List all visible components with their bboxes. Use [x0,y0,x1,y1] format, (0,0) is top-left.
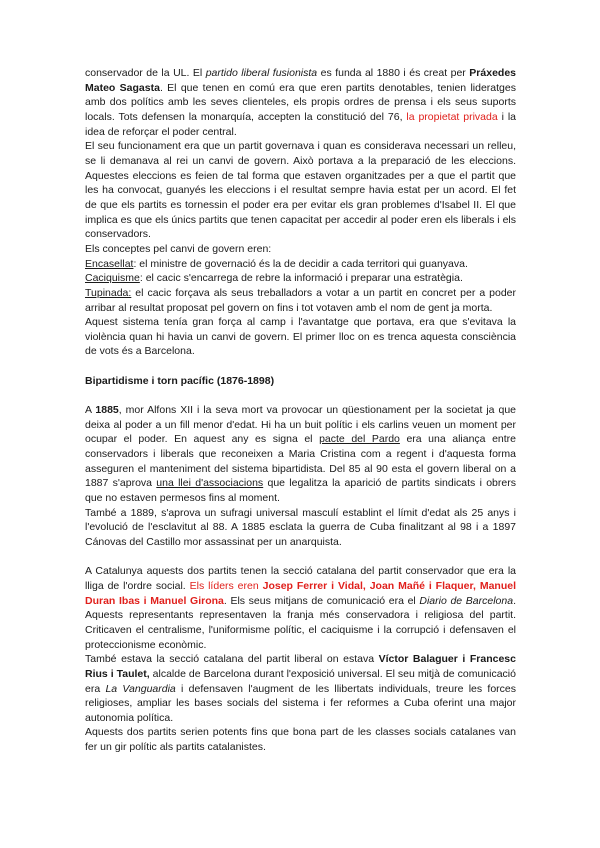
definition-term: Tupinada: [85,286,132,299]
text-run: i defensaven l'augment de les llibertats individuals, treure les forces religioses, ampliar les bases socials del sistema i fer reformes a Cuba oferint una major autonomia política. [85,682,517,724]
paragraph-sistema: Aquest sistema tenía gran força al camp i l'avantatge que portava, era que s'evitava la violència quan hi havia un canvi de govern. El primer lloc on es trenca aquesta consciència de vots és a Barcelona. [85,316,516,358]
definition-term: Caciquisme [85,272,140,285]
paragraph-funcionament: El seu funcionament era que un partit governava i quan es considerava necessari un relleu, se li demanava al rei un canvi de govern. Això portava a la preparació de les eleccions. Aquestes eleccions es feien de tal forma que estaven organitzades per a que el partit que les ha convocat, guanyés les eleccions i el resultat sempre havia estat per un acord. El fet de que els partits es tornessin el poder era per evitar els gran problemes d'Isabel II. El que implica es que els únics partits que tenen capacitat per accedir al poder eren els liberals i els conservadors. [85,140,516,241]
text-run: També estava la secció catalana del partit liberal on estava [85,653,379,666]
italic-term: partido liberal fusionista [205,67,318,79]
definition-tupinada [85,286,516,315]
text-run: . Els seus mitjans de comunicació era el [223,594,420,607]
underlined-term: una llei d'associacions [156,477,264,490]
text-run: i la idea de reforçar el poder central. [85,110,517,138]
text-run: A [85,404,96,417]
paragraph-catalunya-conservadors [85,564,516,652]
text-run: es funda al 1880 i és creat per [317,67,470,79]
definition-text: : el cacic s'encarrega de rebre la informació i preparar una estratègia. [139,272,463,285]
highlighted-text: Els líders eren [189,579,263,592]
bold-year: 1885 [95,404,119,417]
italic-term: La Vanguardia [105,682,176,695]
definition-text: el cacic forçava als seus treballadors a votar a un partit en concret per a poder arribar al resultat proposat pel govern on fins i tot votaven amb el nom de gent ja morta. [85,286,516,314]
italic-term: Diario de Barcelona [419,594,514,607]
highlighted-text: la propietat privada [406,110,498,123]
spacer [85,359,516,374]
definition-caciquisme [85,271,516,286]
paragraph-conceptes-intro: Els conceptes pel canvi de govern eren: [85,242,272,255]
text-run: . El que tenen en comú era que eren partits denotables, tenien lideratges amb dos polítics amb les seves clienteles, els propis ordres de prensa i els seus suports locals. Tots defensen la monarquía, accepten la constitució del 76, [85,81,516,123]
text-run: era una aliança entre conservadors i liberals que reconeixen a Maria Cristina com a regent i d'aquesta forma asseguren el manteniment del sistema bipartidista. Del 85 al 90 esta el govern liberal on a 1887 s'aprova [85,433,517,490]
spacer [85,550,516,565]
text-run: conservador de la UL. El [85,67,206,79]
text-run: . Aquests representants representaven la franja més conservadora i religiosa del partit. Criticaven el centralisme, l'uniformisme polític, el caciquisme i la corrupció i defensaven el proteccionisme econòmic. [85,594,516,651]
text-run: , mor Alfons XII i la seva mort va provocar un qüestionament per la societat ja que deixa al poder a un fill menor d'edat. Hi ha un buit polític i els carlins veuen un moment per ocupar el poder. En aquest any es signa el [85,404,516,446]
definition-term: Encasellat [85,257,134,270]
text-run: alcalde de Barcelona durant l'exposició universal. El seu mitjà de comunicació era [85,667,516,695]
bold-name: Práxedes Mateo Sagasta [85,67,516,94]
text-run: A Catalunya aquests dos partits tenen la secció catalana del partit conservador que era la lliga de l'ordre social. [85,565,516,592]
paragraph-conclusio: Aquests dos partits serien potents fins que bona part de les classes socials catalanes van fer un gir polític als partits catalanistes. [85,726,516,754]
paragraph-1889: També a 1889, s'aprova un sufragi universal masculí establint el límit d'edat als 25 anys i l'evolució de l'esclavitut al 88. A 1885 esclata la guerra de Cuba finalitzant al 98 i a 1897 Cánovas del Castillo mor assassinat per un anarquista. [85,506,516,548]
paragraph-1885 [85,403,516,506]
underlined-term: pacte del Pardo [319,433,400,446]
definition-encasellat [85,257,516,272]
paragraph-catalunya-liberals [85,652,516,725]
spacer [85,388,516,403]
section-heading: Bipartidisme i torn pacífic (1876-1898) [85,374,275,387]
document-body [85,66,516,755]
definition-text: : el ministre de governació és la de decidir a cada territori qui guanyava. [133,257,468,270]
bold-name: Víctor Balaguer i Francesc Rius i Taulet, [85,653,516,680]
highlighted-bold-names: Josep Ferrer i Vidal, Joan Mañé i Flaquer, Manuel Duran Ibas i Manuel Girona [85,579,517,607]
paragraph-partit-liberal [85,66,516,139]
text-run: que legalitza la aparició de partits sindicats i obrers que no estaven permesos fins al moment. [85,477,516,504]
